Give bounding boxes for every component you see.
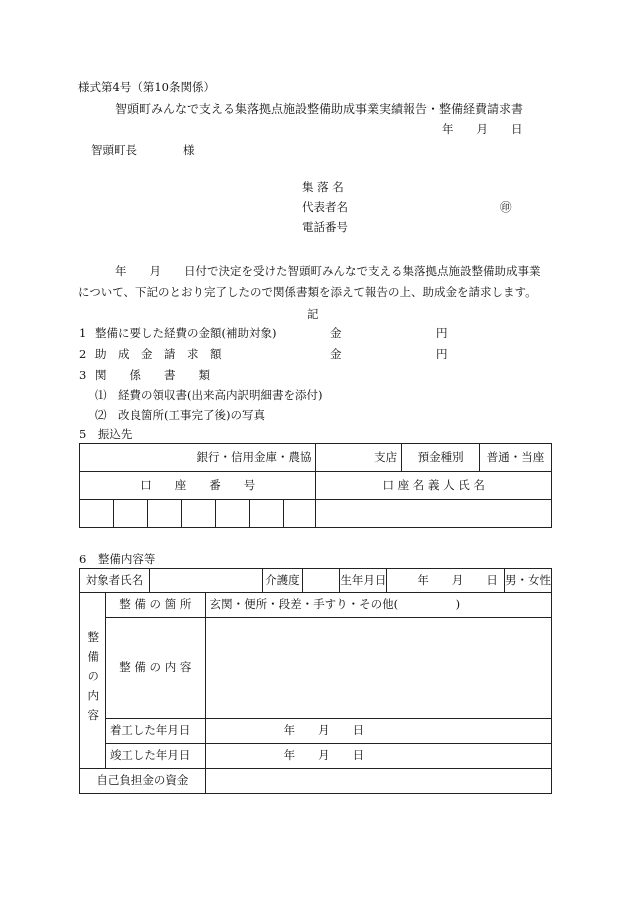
form-number: 様式第4号（第10条関係） [78,80,215,94]
item3-label: 関 係 書 類 [95,368,210,382]
account-digit-cell[interactable] [249,500,283,528]
item1-number: 1 [79,326,87,340]
date-line: 年 月 日 [442,122,523,136]
account-digit-cell[interactable] [80,500,114,528]
item3-number: 3 [79,368,87,382]
seal-mark: ㊞ [500,200,512,214]
branch-cell[interactable] [316,444,402,472]
location-options[interactable]: 玄関・便所・段差・手すり・その他( ) [205,593,551,618]
item2-number: 2 [79,347,87,361]
content-label: 整 備 の 内 容 [105,618,205,719]
body-text-line2: について、下記のとおり完了したので関係書類を添えて報告の上、助成金を請求します。 [78,285,537,299]
item2-yen: 円 [436,347,448,361]
start-date-label: 着工した年月日 [105,719,205,744]
improvement-details-table [79,568,552,794]
care-level-input[interactable] [302,569,340,593]
body-text-line1: 年 月 日付で決定を受けた智頭町みんなで支える集落拠点施設整備助成事業 [115,264,541,278]
bank-transfer-table [79,443,552,528]
start-date-input[interactable]: 年 月 日 [205,719,551,744]
document-title: 智頭町みんなで支える集落拠点施設整備助成事業実績報告・整備経費請求書 [115,102,524,116]
branch-label: 支店 [374,449,398,464]
item2-label: 助 成 金 請 求 額 [95,347,222,361]
bank-type-label: 銀行・信用金庫・農協 [196,449,312,464]
gender-select[interactable]: 男・女性 [504,569,551,593]
item1-yen: 円 [436,326,448,340]
account-digit-cell[interactable] [113,500,147,528]
account-holder-input-cell[interactable] [316,500,552,528]
end-date-label: 竣工した年月日 [105,744,205,769]
representative-label: 代表者名 [302,200,348,214]
deposit-type-label: 預金種別 [402,444,480,472]
subject-name-label: 対象者氏名 [80,569,150,593]
content-input[interactable] [205,618,551,719]
improvement-side-label: 整備の内容 [80,593,106,769]
addressee: 智頭町長 様 [91,143,195,157]
birth-date-input[interactable]: 年 月 日 [387,569,505,593]
account-digit-cell[interactable] [181,500,215,528]
end-date-input[interactable]: 年 月 日 [205,744,551,769]
item1-label: 整備に要した経費の金額(補助対象) [95,326,277,340]
item3-sub1: ⑴ 経費の領収書(出来高内訳明細書を添付) [95,388,323,402]
care-level-label: 介護度 [262,569,302,593]
deposit-options[interactable]: 普通・当座 [480,444,552,472]
account-digit-cell[interactable] [215,500,249,528]
account-number-label: 口 座 番 号 [80,472,316,500]
ki-heading: 記 [307,307,319,321]
item1-kin: 金 [330,326,342,340]
item5-heading: 5 振込先 [79,427,133,441]
phone-label: 電話番号 [302,220,348,234]
item2-kin: 金 [330,347,342,361]
birth-date-label: 生年月日 [340,569,387,593]
item3-sub2: ⑵ 改良箇所(工事完了後)の写真 [95,408,265,422]
account-holder-label: 口 座 名 義 人 氏 名 [316,472,552,500]
subject-name-input[interactable] [149,569,262,593]
bank-type-cell[interactable] [80,444,316,472]
village-name-label: 集 落 名 [302,180,344,194]
section6-heading: 6 整備内容等 [79,552,156,566]
account-digit-cell[interactable] [283,500,316,528]
account-digit-cell[interactable] [147,500,181,528]
self-funds-input[interactable] [205,769,551,794]
location-label: 整 備 の 箇 所 [105,593,205,618]
self-funds-label: 自己負担金の資金 [80,769,206,794]
